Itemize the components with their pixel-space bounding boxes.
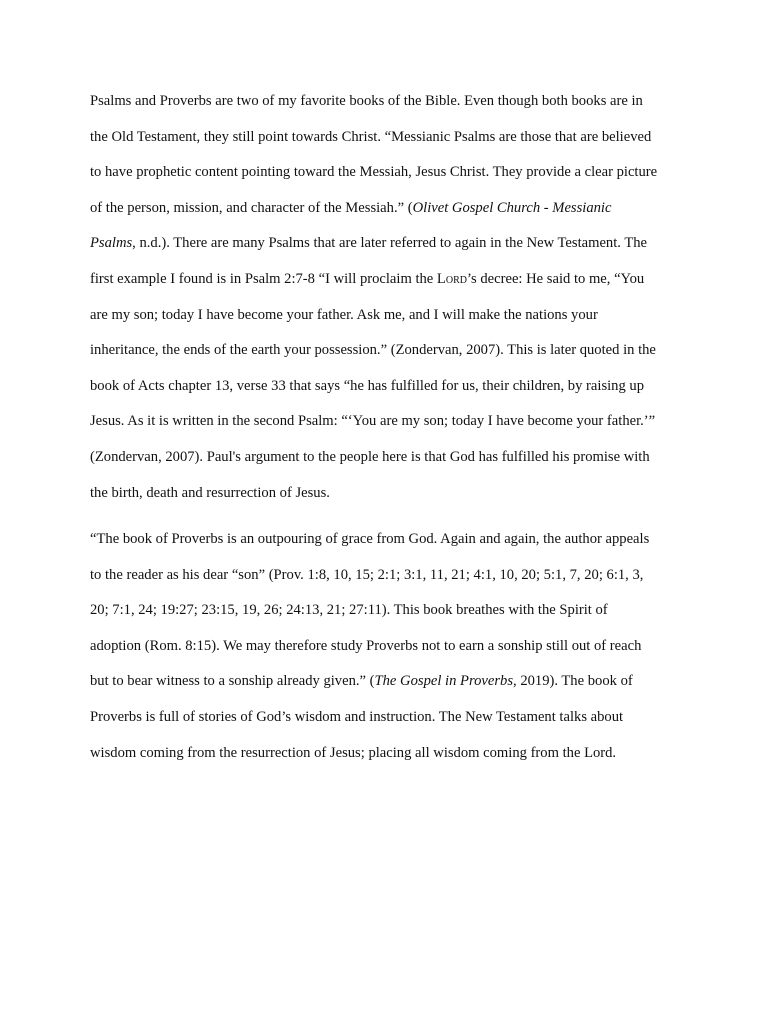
text-run: , 2019). The book of bbox=[513, 673, 633, 690]
text-line: 20; 7:1, 24; 19:27; 23:15, 19, 26; 24:13, 21; 27:11). This book breathes with the Spirit of bbox=[90, 602, 608, 619]
text-line: inheritance, the ends of the earth your possession.” (Zondervan, 2007). This is later quoted in the bbox=[90, 342, 656, 359]
text-line: adoption (Rom. 8:15). We may therefore study Proverbs not to earn a sonship still out of reach bbox=[90, 637, 642, 654]
text-line: are my son; today I have become your father. Ask me, and I will make the nations your bbox=[90, 306, 598, 323]
text-line: to have prophetic content pointing toward the Messiah, Jesus Christ. They provide a clear picture bbox=[90, 164, 658, 181]
text-run: , n.d.). There are many Psalms that are later referred to again in the New Testament. The bbox=[132, 235, 648, 252]
text-line bbox=[90, 226, 690, 262]
text-line: to the reader as his dear “son” (Prov. 1:8, 10, 15; 2:1; 3:1, 11, 21; 4:1, 10, 20; 5:1, 7, 20; 6:1, 3, bbox=[90, 566, 644, 583]
text-line bbox=[90, 191, 690, 227]
text-line: the birth, death and resurrection of Jesus. bbox=[90, 484, 330, 501]
citation-title: The Gospel in Proverbs bbox=[374, 673, 514, 690]
citation-title: Olivet Gospel Church - Messianic bbox=[412, 199, 612, 216]
text-line bbox=[90, 262, 690, 298]
citation-title: Psalms bbox=[90, 235, 133, 252]
text-run: ’s decree: He said to me, “You bbox=[466, 270, 645, 287]
text-line: Jesus. As it is written in the second Psalm: “‘You are my son; today I have become your father.’” bbox=[90, 413, 656, 430]
text-run: but to bear witness to a sonship already given.” ( bbox=[90, 673, 375, 690]
text-run: of the person, mission, and character of the Messiah.” ( bbox=[90, 199, 413, 216]
text-line: Proverbs is full of stories of God’s wisdom and instruction. The New Testament talks about bbox=[90, 708, 624, 725]
text-line bbox=[90, 664, 690, 700]
text-line: Psalms and Proverbs are two of my favorite books of the Bible. Even though both books are in bbox=[90, 93, 643, 109]
text-line: the Old Testament, they still point towards Christ. “Messianic Psalms are those that are believed bbox=[90, 128, 652, 145]
text-line: (Zondervan, 2007). Paul's argument to the people here is that God has fulfilled his promise with bbox=[90, 448, 650, 465]
text-line: “The book of Proverbs is an outpouring of grace from God. Again and again, the author appeals bbox=[90, 531, 650, 547]
text-run: first example I found is in Psalm 2:7-8 “I will proclaim the L bbox=[90, 270, 446, 287]
paragraph-proverbs bbox=[90, 522, 690, 771]
text-line: wisdom coming from the resurrection of Jesus; placing all wisdom coming from the Lord. bbox=[90, 744, 617, 761]
paragraph-psalms bbox=[90, 84, 690, 511]
text-line: book of Acts chapter 13, verse 33 that says “he has fulfilled for us, their children, by raising up bbox=[90, 377, 645, 394]
small-caps-run: ord bbox=[445, 270, 467, 287]
